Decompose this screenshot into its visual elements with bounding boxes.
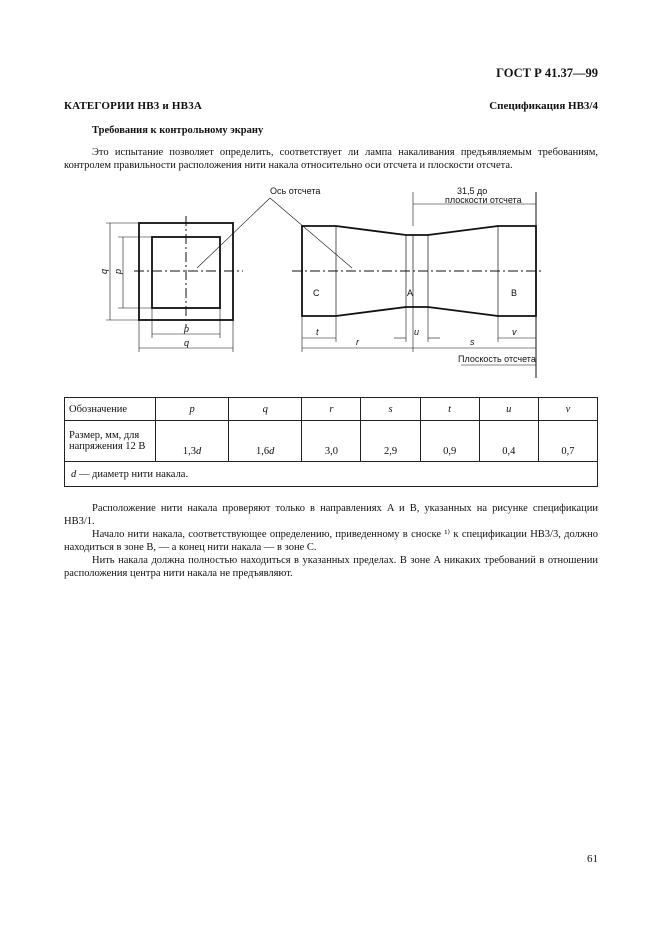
table-cell: 0,4 bbox=[479, 421, 538, 462]
table-header-cell: p bbox=[156, 398, 229, 421]
table-header-cell: v bbox=[538, 398, 597, 421]
filament-position-diagram bbox=[60, 182, 560, 378]
table-cell: 1,3d bbox=[156, 421, 229, 462]
table-note-row bbox=[65, 462, 598, 487]
plane-label: Плоскость отсчета bbox=[458, 354, 536, 364]
dim-v-label: v bbox=[512, 327, 517, 337]
specification-heading: Спецификация НВ3/4 bbox=[489, 100, 598, 112]
table-cell: 0,7 bbox=[538, 421, 597, 462]
table-row bbox=[65, 421, 598, 462]
dim-q-vertical-label: q bbox=[99, 268, 109, 274]
distance-label: плоскости отсчета bbox=[445, 195, 522, 205]
dim-p-vertical-label: p bbox=[113, 268, 123, 274]
dim-q-label: q bbox=[184, 338, 190, 348]
dim-p-label: p bbox=[184, 324, 190, 334]
table-header-label: Обозначение bbox=[65, 398, 156, 421]
table-header-cell: s bbox=[361, 398, 420, 421]
zone-c: C bbox=[313, 288, 320, 298]
table-cell: 3,0 bbox=[302, 421, 361, 462]
table-header-row bbox=[65, 398, 598, 421]
zone-a: A bbox=[407, 288, 414, 298]
section-title: Требования к контрольному экрану bbox=[92, 125, 264, 136]
distance-value: 31,5 до bbox=[457, 186, 488, 196]
standard-number: ГОСТ Р 41.37—99 bbox=[496, 66, 598, 80]
table-header-cell: q bbox=[229, 398, 302, 421]
row-label: Размер, мм, для напряжения 12 В bbox=[65, 421, 156, 462]
paragraph-1: Расположение нити накала проверяют только в направлениях A и B, указанных на рисунке спецификации НВ3/1. bbox=[64, 503, 598, 527]
dimensions-table bbox=[64, 397, 598, 487]
intro-paragraph: Это испытание позволяет определить, соответствует ли лампа накаливания предъявляемым требованиям, контролем правильности расположения нити накала относительно оси отсчета и плоскости отсчета. bbox=[64, 147, 598, 171]
table-header-cell: u bbox=[479, 398, 538, 421]
table-cell: 0,9 bbox=[420, 421, 479, 462]
axis-label: Ось отсчета bbox=[270, 186, 321, 196]
dim-t-label: t bbox=[316, 327, 319, 337]
dim-u-label: u bbox=[414, 327, 420, 337]
table-header-cell: t bbox=[420, 398, 479, 421]
paragraph-3: Нить накала должна полностью находиться в указанных пределах. В зоне A никаких требований в отношении расположения центра нити накала не предъявляют. bbox=[64, 555, 598, 579]
dim-r-label: r bbox=[356, 337, 359, 347]
table-header-cell: r bbox=[302, 398, 361, 421]
paragraph-2: Начало нити накала, соответствующее определению, приведенному в сноске ¹⁾ к спецификации НВ3/3, должно находиться в зоне B, — а конец нити накала — в зоне C. bbox=[64, 529, 598, 553]
category-heading: КАТЕГОРИИ НВ3 и НВ3А bbox=[64, 100, 203, 112]
zone-b: B bbox=[511, 288, 518, 298]
table-cell: 2,9 bbox=[361, 421, 420, 462]
dim-s-label: s bbox=[470, 337, 475, 347]
table-cell: 1,6d bbox=[229, 421, 302, 462]
table-note: d — диаметр нити накала. bbox=[65, 462, 598, 487]
page-number: 61 bbox=[587, 853, 598, 865]
